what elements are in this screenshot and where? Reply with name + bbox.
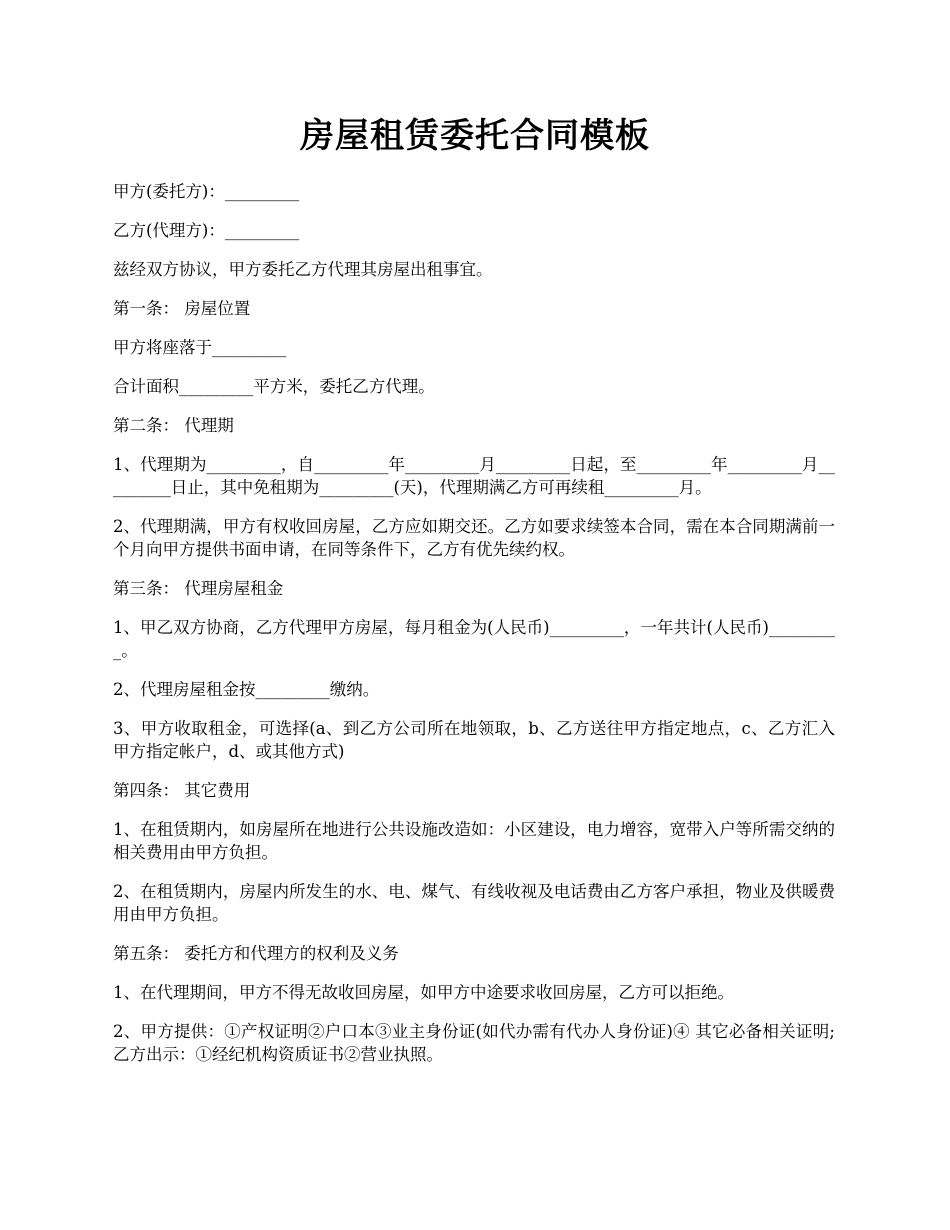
article-4-clause-2: 2、在租赁期内，房屋内所发生的水、电、煤气、有线收视及电话费由乙方客户承担，物业及供暖费用由甲方负担。 <box>113 882 835 924</box>
article-5-clause-2: 2、甲方提供：①产权证明②户口本③业主身份证(如代办需有代办人身份证)④ 其它必备相关证明;乙方出示：①经纪机构资质证书②营业执照。 <box>113 1022 835 1064</box>
document-body <box>113 180 835 1082</box>
article-3-clause-2: 2、代理房屋租金按_________缴纳。 <box>113 680 380 699</box>
article-1-area: 合计面积_________平方米，委托乙方代理。 <box>113 377 435 396</box>
article-5-heading: 第五条： 委托方和代理方的权利及义务 <box>113 944 399 963</box>
article-1-heading: 第一条： 房屋位置 <box>113 299 251 318</box>
article-4-clause-1: 1、在租赁期内，如房屋所在地进行公共设施改造如：小区建设，电力增容，宽带入户等所需交纳的相关费用由甲方负担。 <box>113 820 835 862</box>
article-2-heading: 第二条： 代理期 <box>113 416 234 435</box>
party-b-line: 乙方(代理方)：_________ <box>113 221 300 240</box>
party-a-line: 甲方(委托方)：_________ <box>113 182 300 201</box>
article-3-heading: 第三条： 代理房屋租金 <box>113 579 284 598</box>
article-5-clause-1: 1、在代理期间，甲方不得无故收回房屋，如甲方中途要求收回房屋，乙方可以拒绝。 <box>113 983 734 1002</box>
article-2-clause-1: 1、代理期为_________，自_________年_________月_________日起，至_________年_________月_________日止，其中免租期为_________(天)，代理期满乙方可再续租_________月。 <box>113 455 835 497</box>
article-1-location: 甲方将座落于_________ <box>113 338 287 357</box>
article-3-clause-1: 1、甲乙双方协商，乙方代理甲方房屋，每月租金为(人民币)_________，一年共计(人民币)_________。 <box>113 618 835 660</box>
article-3-clause-3: 3、甲方收取租金，可选择(a、到乙方公司所在地领取，b、乙方送往甲方指定地点，c、乙方汇入甲方指定帐户，d、或其他方式) <box>113 719 835 761</box>
document-title: 房屋租赁委托合同模板 <box>300 116 650 156</box>
article-2-clause-2: 2、代理期满，甲方有权收回房屋，乙方应如期交还。乙方如要求续签本合同，需在本合同期满前一个月向甲方提供书面申请，在同等条件下，乙方有优先续约权。 <box>113 517 835 559</box>
article-4-heading: 第四条： 其它费用 <box>113 781 251 800</box>
intro-paragraph: 兹经双方协议，甲方委托乙方代理其房屋出租事宜。 <box>113 260 493 279</box>
